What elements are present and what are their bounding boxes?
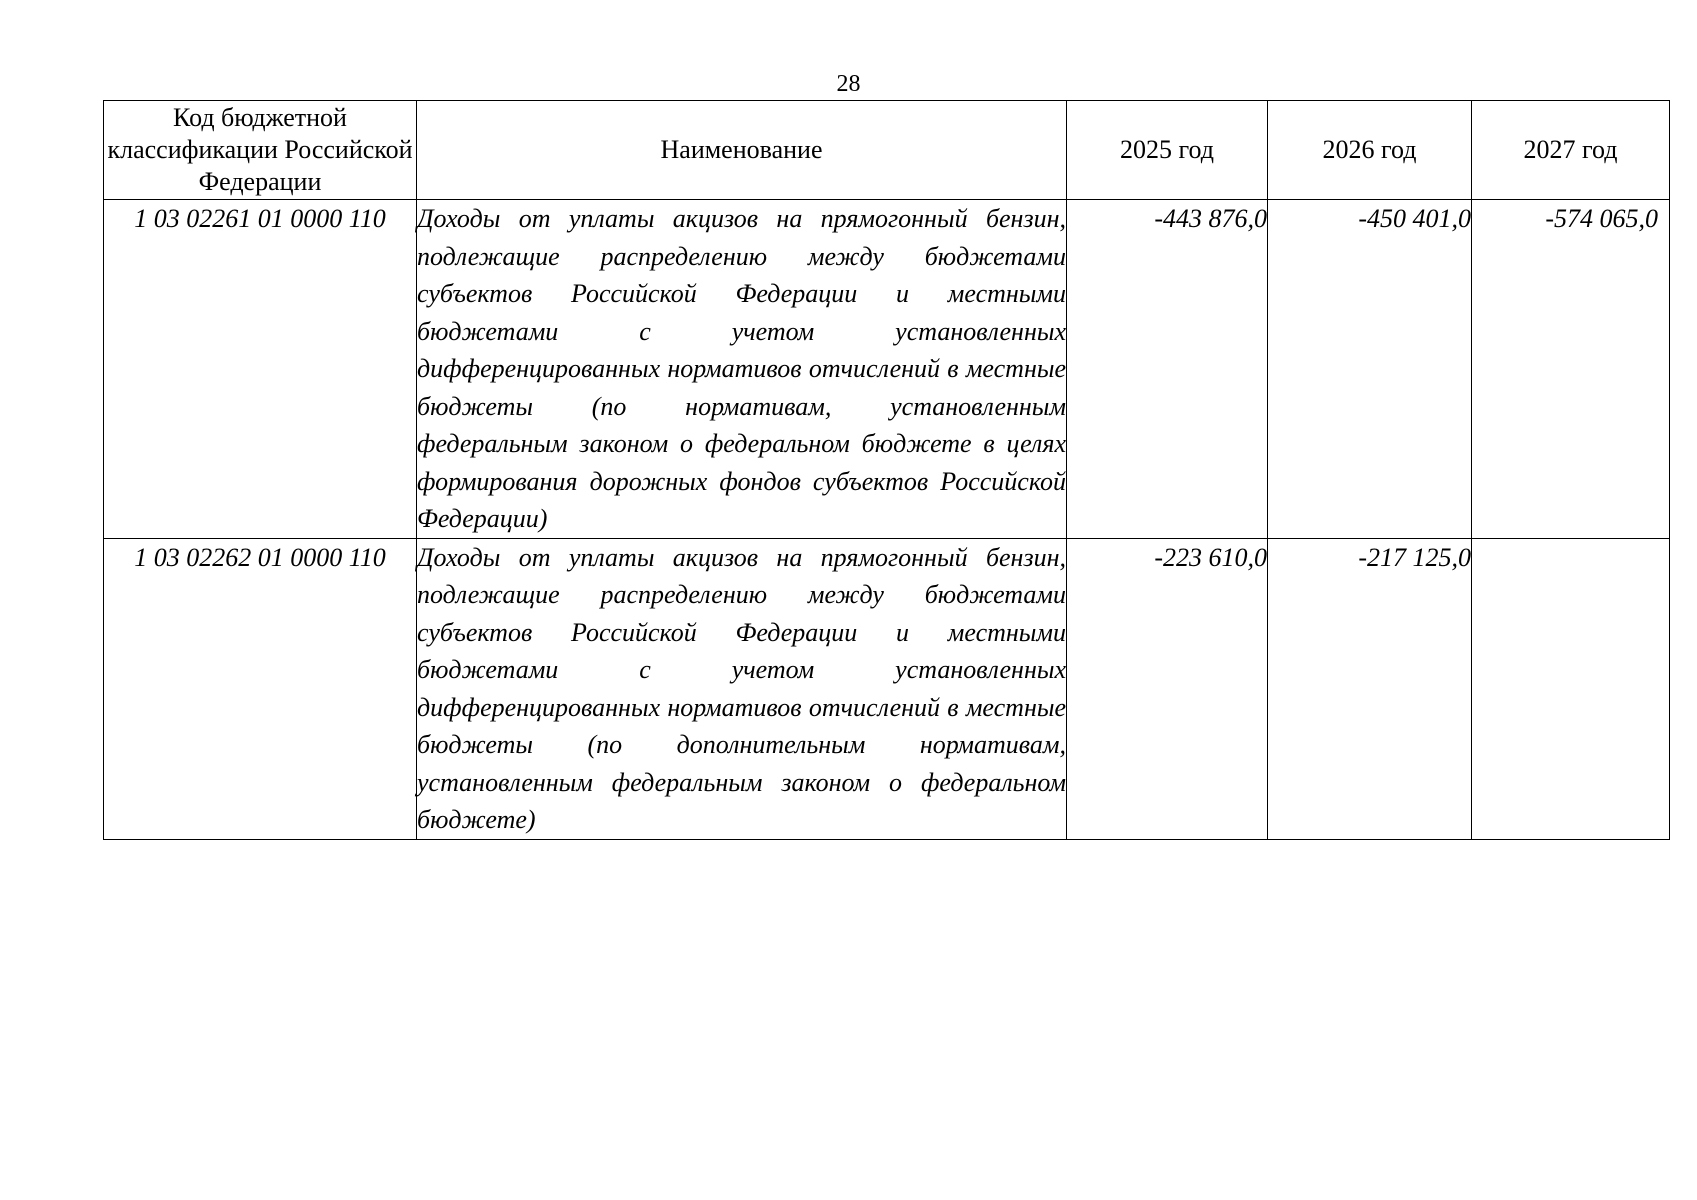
row-value-2027: -574 065,0	[1472, 200, 1670, 539]
row-name: Доходы от уплаты акцизов на прямогонный бензин, подлежащие распределению между бюджетами субъектов Российской Федерации и местными бюджетами с учетом установленных дифференцированных нормативов отчислений в местные бюджеты (по нормативам, установленным федеральным законом о федеральном бюджете в целях формирования дорожных фондов субъектов Российской Федерации)	[417, 200, 1067, 539]
row-code: 1 03 02262 01 0000 110	[104, 538, 417, 839]
header-code: Код бюджетной классификации Российской Федерации	[104, 101, 417, 200]
row-value-2026: -450 401,0	[1268, 200, 1472, 539]
row-name: Доходы от уплаты акцизов на прямогонный бензин, подлежащие распределению между бюджетами субъектов Российской Федерации и местными бюджетами с учетом установленных дифференцированных нормативов отчислений в местные бюджеты (по дополнительным нормативам, установленным федеральным законом о федеральном бюджете)	[417, 538, 1067, 839]
header-2027: 2027 год	[1472, 101, 1670, 200]
row-value-2025: -223 610,0	[1067, 538, 1268, 839]
table-row	[104, 538, 1670, 839]
row-value-2027	[1472, 538, 1670, 839]
row-code: 1 03 02261 01 0000 110	[104, 200, 417, 539]
row-value-2025: -443 876,0	[1067, 200, 1268, 539]
page-number: 28	[836, 71, 861, 97]
header-2026: 2026 год	[1268, 101, 1472, 200]
budget-table	[103, 100, 1670, 840]
row-value-2026: -217 125,0	[1268, 538, 1472, 839]
header-name: Наименование	[417, 101, 1067, 200]
header-2025: 2025 год	[1067, 101, 1268, 200]
table-row	[104, 200, 1670, 539]
table-header-row	[104, 101, 1670, 200]
